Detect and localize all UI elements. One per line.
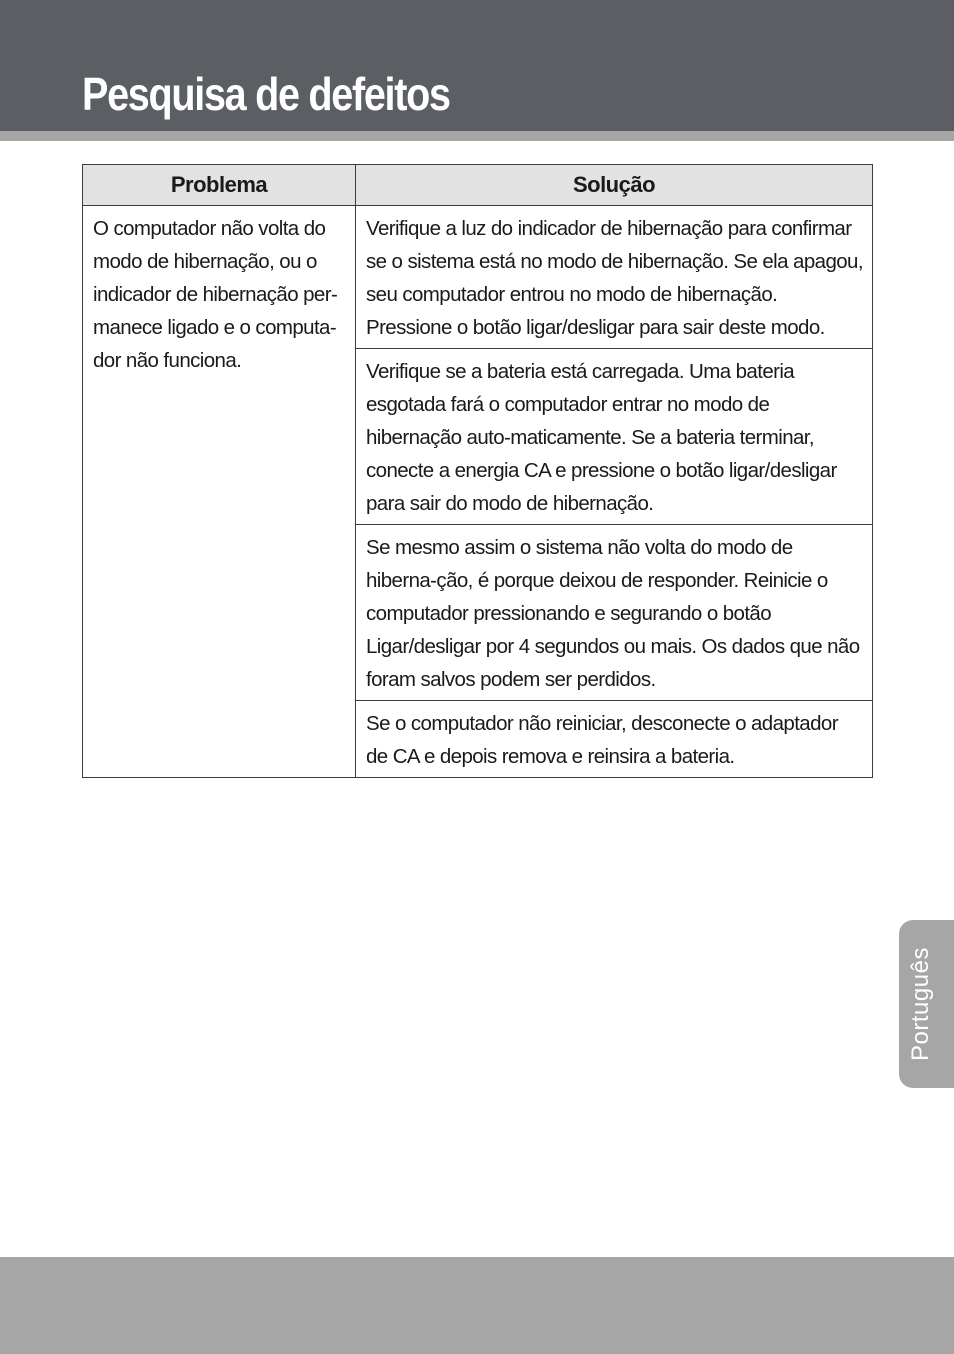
header-stripe (0, 131, 954, 141)
solution-text: Se mesmo assim o sistema não volta do modo de hiberna-ção, é porque deixou de responder. Reinicie o computador pressionando e segurando o botão Ligar/desligar por 4 segundos ou mais. Os dados que não foram salvos podem ser perdidos. (366, 536, 860, 691)
footer-bar (0, 1257, 954, 1354)
column-header-solution: Solução (356, 165, 873, 206)
solution-text: Verifique se a bateria está carregada. Uma bateria esgotada fará o computador entrar no modo de hibernação auto-maticamente. Se a bateria terminar, conecte a energia CA e pressione o botão ligar/desligar para sair do modo de hibernação. (366, 360, 837, 515)
language-tab-text: Português (907, 947, 934, 1061)
solution-text: Se o computador não reiniciar, desconecte o adaptador de CA e depois remova e reinsira a bateria. (366, 712, 838, 768)
table-header-row (83, 165, 873, 206)
problem-cell (83, 206, 356, 778)
column-header-problem: Problema (83, 165, 356, 206)
solution-text: Verifique a luz do indicador de hibernação para confirmar se o sistema está no modo de hibernação. Se ela apagou, seu computador entrou no modo de hibernação. Pressione o botão ligar/desligar para sair deste modo. (366, 217, 863, 339)
table-row (83, 206, 873, 349)
solution-cell (356, 206, 873, 349)
troubleshooting-table (82, 164, 873, 778)
solution-cell (356, 525, 873, 701)
solution-cell (356, 701, 873, 778)
problem-text: O computador não volta do modo de hibernação, ou o indicador de hibernação per-manece ligado e o computa-dor não funciona. (93, 217, 338, 372)
page-title: Pesquisa de defeitos (82, 68, 450, 120)
solution-cell (356, 349, 873, 525)
